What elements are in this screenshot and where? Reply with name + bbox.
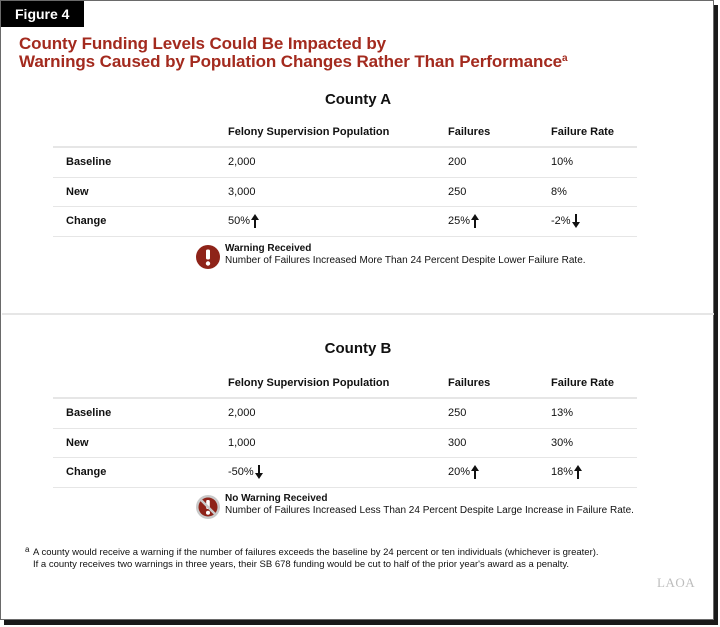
county-b-table (53, 369, 637, 488)
header-blank (53, 369, 228, 398)
county-b-notice (196, 493, 634, 519)
table-header-row (53, 118, 637, 147)
cell-rate: 30% (551, 428, 637, 458)
footnote-marker: a (25, 545, 30, 554)
county-a-title: County A (324, 91, 392, 108)
cell-rate: -2% (551, 207, 637, 237)
cell-population: 2,000 (228, 398, 448, 428)
arrow-up-icon (471, 214, 479, 228)
notice-heading: No Warning Received (225, 493, 328, 504)
cell-rate: 18% (551, 458, 637, 488)
cell-population: 2,000 (228, 147, 448, 177)
table-row (53, 428, 637, 458)
cell-failures: 200 (448, 147, 551, 177)
cell-failures: 300 (448, 428, 551, 458)
arrow-down-icon (572, 214, 580, 228)
county-a-table (53, 118, 637, 237)
cell-rate: 13% (551, 398, 637, 428)
header-failures: Failures (448, 369, 551, 398)
row-label: New (53, 177, 228, 207)
header-failure-rate: Failure Rate (551, 118, 637, 147)
warning-exclamation-icon (196, 245, 220, 269)
header-failure-rate: Failure Rate (551, 369, 637, 398)
cell-population: 1,000 (228, 428, 448, 458)
table-row (53, 147, 637, 177)
table-row (53, 177, 637, 207)
footnote-line-1: A county would receive a warning if the number of failures exceeds the baseline by 24 percent or ten individuals (whichever is greater). (33, 547, 599, 558)
cell-failures: 250 (448, 177, 551, 207)
table-row (53, 398, 637, 428)
no-warning-icon (196, 495, 220, 519)
table-row (53, 458, 637, 488)
figure-title (19, 35, 568, 71)
section-divider (2, 313, 714, 315)
arrow-up-icon (251, 214, 259, 228)
arrow-up-icon (574, 465, 582, 479)
row-label: Change (53, 458, 228, 488)
header-blank (53, 118, 228, 147)
table-row (53, 207, 637, 237)
footnote (25, 547, 599, 571)
cell-failures: 25% (448, 207, 551, 237)
lao-logo: LAOA (657, 575, 696, 590)
footnote-line-2: If a county receives two warnings in three years, their SB 678 funding would be cut to half of the prior year's award as a penalty. (33, 559, 570, 570)
notice-text: Number of Failures Increased More Than 24 Percent Despite Lower Failure Rate. (225, 255, 586, 266)
cell-population: -50% (228, 458, 448, 488)
title-line-2: Warnings Caused by Population Changes Rather Than Performance$^a$ (19, 52, 568, 71)
row-label: New (53, 428, 228, 458)
header-population: Felony Supervision Population (228, 118, 448, 147)
cell-failures: 250 (448, 398, 551, 428)
cell-population: 3,000 (228, 177, 448, 207)
cell-failures: 20% (448, 458, 551, 488)
row-label: Change (53, 207, 228, 237)
notice-heading: Warning Received (225, 243, 312, 254)
header-failures: Failures (448, 118, 551, 147)
title-footnote-marker: a (562, 53, 568, 64)
arrow-up-icon (471, 465, 479, 479)
county-b-title: County B (324, 340, 392, 357)
title-line-1: County Funding Levels Could Be Impacted by (19, 34, 386, 53)
row-label: Baseline (53, 398, 228, 428)
figure-label: Figure 4 (1, 1, 84, 27)
cell-rate: 8% (551, 177, 637, 207)
row-label: Baseline (53, 147, 228, 177)
notice-text: Number of Failures Increased Less Than 24 Percent Despite Large Increase in Failure Rate. (225, 505, 634, 516)
arrow-down-icon (255, 465, 263, 479)
cell-rate: 10% (551, 147, 637, 177)
header-population: Felony Supervision Population (228, 369, 448, 398)
county-a-notice (196, 243, 586, 269)
cell-population: 50% (228, 207, 448, 237)
table-header-row (53, 369, 637, 398)
